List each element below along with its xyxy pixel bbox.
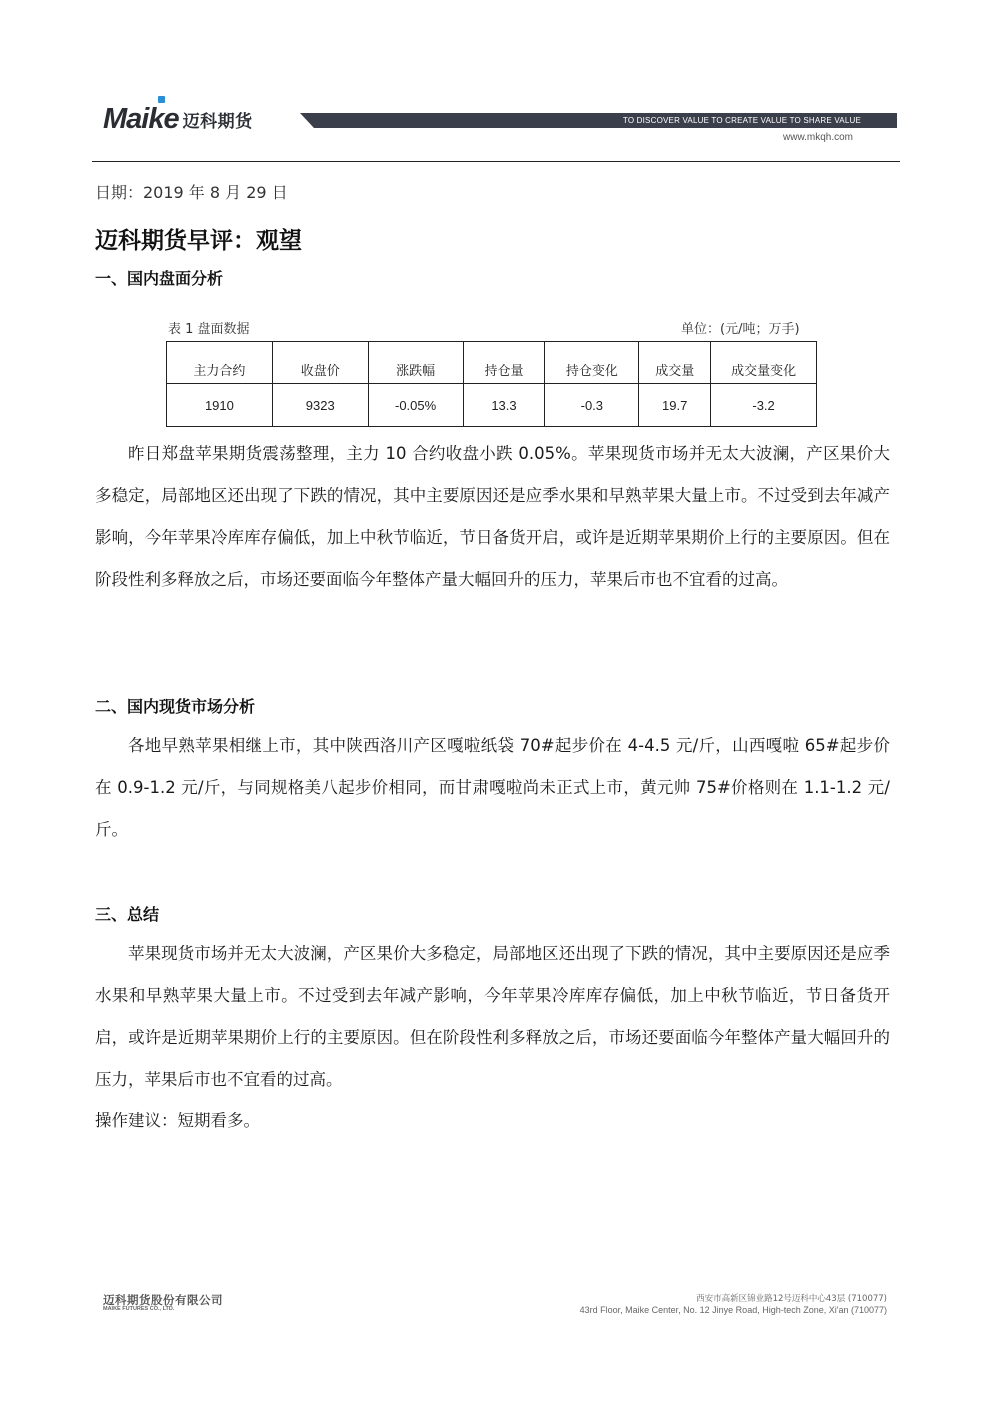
footer-company-name: 迈科期货股份有限公司	[103, 1293, 223, 1307]
table-header-cell: 持仓变化	[545, 342, 639, 384]
table-cell: -3.2	[711, 384, 817, 427]
table-header-cell: 成交量	[639, 342, 711, 384]
table-cell: 9323	[272, 384, 368, 427]
report-date: 日期：2019 年 8 月 29 日	[95, 183, 288, 202]
header-divider	[92, 161, 900, 162]
table-caption: 表 1 盘面数据	[168, 322, 250, 337]
footer-address-en: 43rd Floor, Maike Center, No. 12 Jinye Road, High-tech Zone, Xi'an (710077)	[579, 1305, 887, 1315]
logo-accent-dot	[158, 96, 165, 103]
table-header-cell: 涨跌幅	[368, 342, 463, 384]
slogan-banner	[300, 113, 897, 128]
table-header-cell: 持仓量	[463, 342, 545, 384]
market-analysis-paragraph: 昨日郑盘苹果期货震荡整理，主力 10 合约收盘小跌 0.05%。苹果现货市场并无太大波澜，产区果价大多稳定，局部地区还出现了下跌的情况，其中主要原因还是应季水果和早熟苹果大量上市。不过受到去年减产影响，今年苹果冷库库存偏低，加上中秋节临近，节日备货开启，或许是近期苹果期价上行的主要原因。但在阶段性利多释放之后，市场还要面临今年整体产量大幅回升的压力，苹果后市也不宜看的过高。	[95, 444, 890, 589]
table-row	[167, 384, 817, 427]
table-header-cell: 成交量变化	[711, 342, 817, 384]
logo-chinese-name: 迈科期货	[182, 112, 253, 132]
table-cell: 19.7	[639, 384, 711, 427]
footer-company-name-en: MAIKE FUTURES CO., LTD.	[103, 1306, 175, 1312]
table-cell: -0.05%	[368, 384, 463, 427]
table-header-cell: 收盘价	[272, 342, 368, 384]
table-header-cell: 主力合约	[167, 342, 273, 384]
table-cell: 13.3	[463, 384, 545, 427]
report-title: 迈科期货早评：观望	[95, 228, 302, 254]
section-heading-summary: 三、总结	[95, 905, 160, 924]
slogan-text: TO DISCOVER VALUE TO CREATE VALUE TO SHARE VALUE	[622, 116, 861, 125]
table-cell: -0.3	[545, 384, 639, 427]
table-unit: 单位：(元/吨；万手)	[681, 322, 800, 337]
section-heading-market-analysis: 一、国内盘面分析	[95, 269, 224, 288]
section-heading-spot-market: 二、国内现货市场分析	[95, 697, 256, 716]
trading-advice: 操作建议：短期看多。	[95, 1111, 260, 1130]
logo-wordmark: Maike	[103, 103, 179, 135]
company-logo	[103, 100, 253, 134]
spot-market-paragraph: 各地早熟苹果相继上市，其中陕西洛川产区嘎啦纸袋 70#起步价在 4-4.5 元/斤，山西嘎啦 65#起步价在 0.9-1.2 元/斤，与同规格美八起步价相同，而甘肃嘎啦尚未正式上市，黄元帅 75#价格则在 1.1-1.2 元/斤。	[95, 736, 890, 839]
table-header-row	[167, 342, 817, 384]
footer-address: 西安市高新区锦业路12号迈科中心43层 (710077)	[696, 1294, 887, 1304]
website-url: www.mkqh.com	[783, 132, 854, 143]
market-data-table	[166, 341, 817, 427]
table-cell: 1910	[167, 384, 273, 427]
summary-paragraph: 苹果现货市场并无太大波澜，产区果价大多稳定，局部地区还出现了下跌的情况，其中主要原因还是应季水果和早熟苹果大量上市。不过受到去年减产影响，今年苹果冷库库存偏低，加上中秋节临近，节日备货开启，或许是近期苹果期价上行的主要原因。但在阶段性利多释放之后，市场还要面临今年整体产量大幅回升的压力，苹果后市也不宜看的过高。	[95, 944, 890, 1089]
